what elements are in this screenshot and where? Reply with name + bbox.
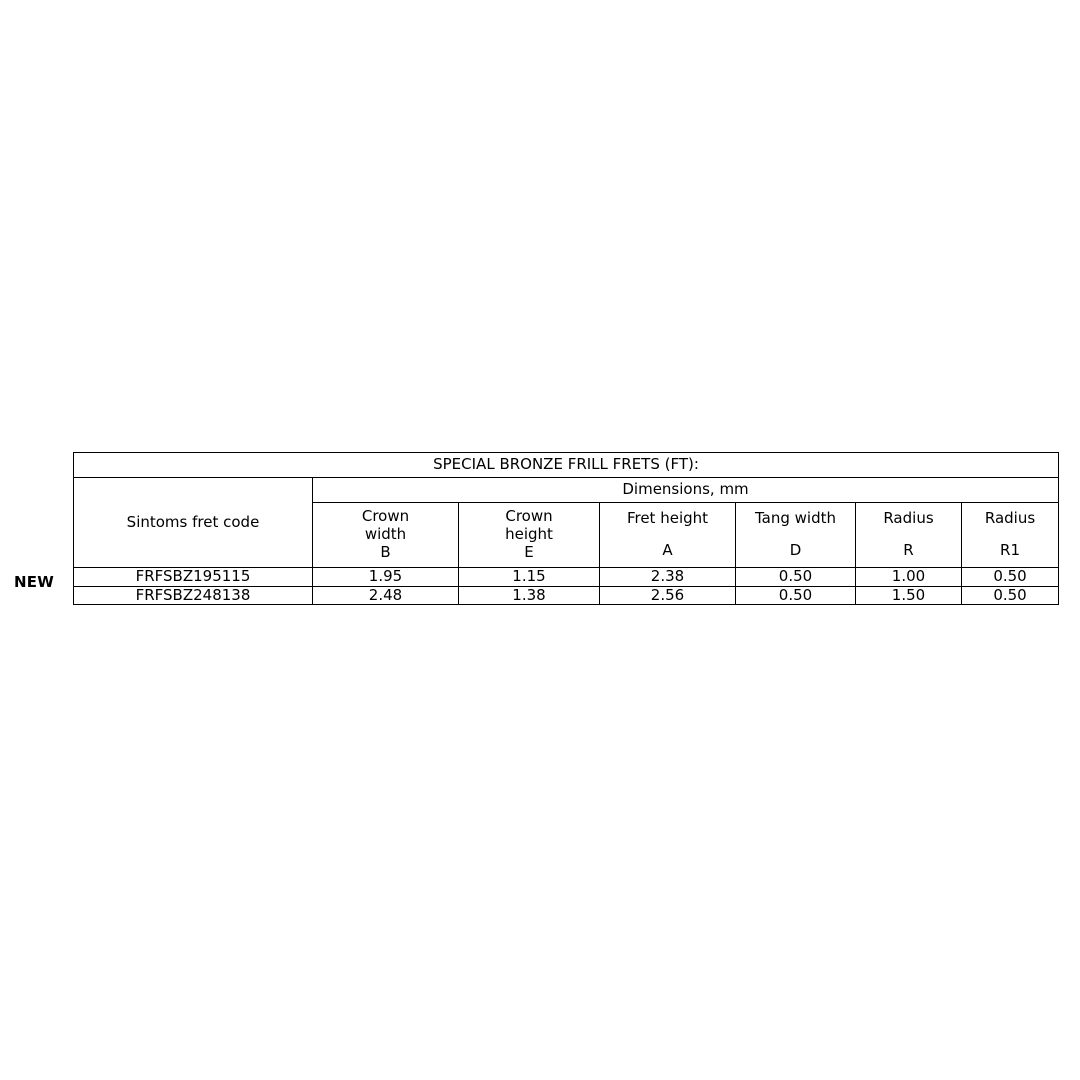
column-header-line1: Tang width	[754, 509, 836, 528]
column-header-tang-width	[736, 503, 856, 568]
radius-r1-value: 0.50	[962, 568, 1059, 587]
new-label: NEW	[14, 573, 54, 591]
fret-height-value: 2.56	[600, 586, 736, 605]
fret-height-value: 2.38	[600, 568, 736, 587]
radius-r-value: 1.00	[856, 568, 962, 587]
column-header-line2: width	[364, 525, 407, 544]
crown-width-value: 1.95	[313, 568, 459, 587]
fret-code: FRFSBZ248138	[74, 586, 313, 605]
column-symbol: R	[903, 541, 914, 559]
column-symbol: E	[524, 542, 534, 561]
tang-width-value: 0.50	[736, 586, 856, 605]
table-title: SPECIAL BRONZE FRILL FRETS (FT):	[74, 453, 1059, 478]
column-header-line1: Crown	[361, 507, 410, 526]
table-row	[74, 568, 1059, 587]
fret-code-header	[74, 478, 313, 568]
fret-specification-table	[73, 452, 1058, 605]
column-symbol: B	[380, 542, 391, 561]
column-symbol: A	[662, 541, 673, 559]
radius-r1-value: 0.50	[962, 586, 1059, 605]
dimensions-header: Dimensions, mm	[313, 478, 1059, 503]
column-header-line1: Radius	[984, 509, 1036, 528]
crown-height-value: 1.15	[459, 568, 600, 587]
column-header-line1: Fret height	[626, 509, 709, 528]
table-subheader-row	[74, 478, 1059, 503]
column-header-line1: Crown	[505, 507, 553, 526]
column-header-radius-r1	[962, 503, 1059, 568]
crown-height-value: 1.38	[459, 586, 600, 605]
column-symbol: D	[789, 541, 802, 559]
fret-code: FRFSBZ195115	[74, 568, 313, 587]
tang-width-value: 0.50	[736, 568, 856, 587]
column-header-line1: Radius	[883, 509, 934, 528]
table-title-row	[74, 453, 1059, 478]
column-symbol: R1	[1000, 541, 1020, 559]
fret-code-header-line1: Sintoms	[126, 512, 188, 531]
fret-code-header-line2: fret code	[192, 512, 260, 531]
column-header-fret-height	[600, 503, 736, 568]
column-header-crown-width	[313, 503, 459, 568]
column-header-line2: height	[505, 525, 553, 544]
table-row	[74, 586, 1059, 605]
column-header-crown-height	[459, 503, 600, 568]
radius-r-value: 1.50	[856, 586, 962, 605]
crown-width-value: 2.48	[313, 586, 459, 605]
spec-table	[73, 452, 1059, 605]
column-header-radius-r	[856, 503, 962, 568]
